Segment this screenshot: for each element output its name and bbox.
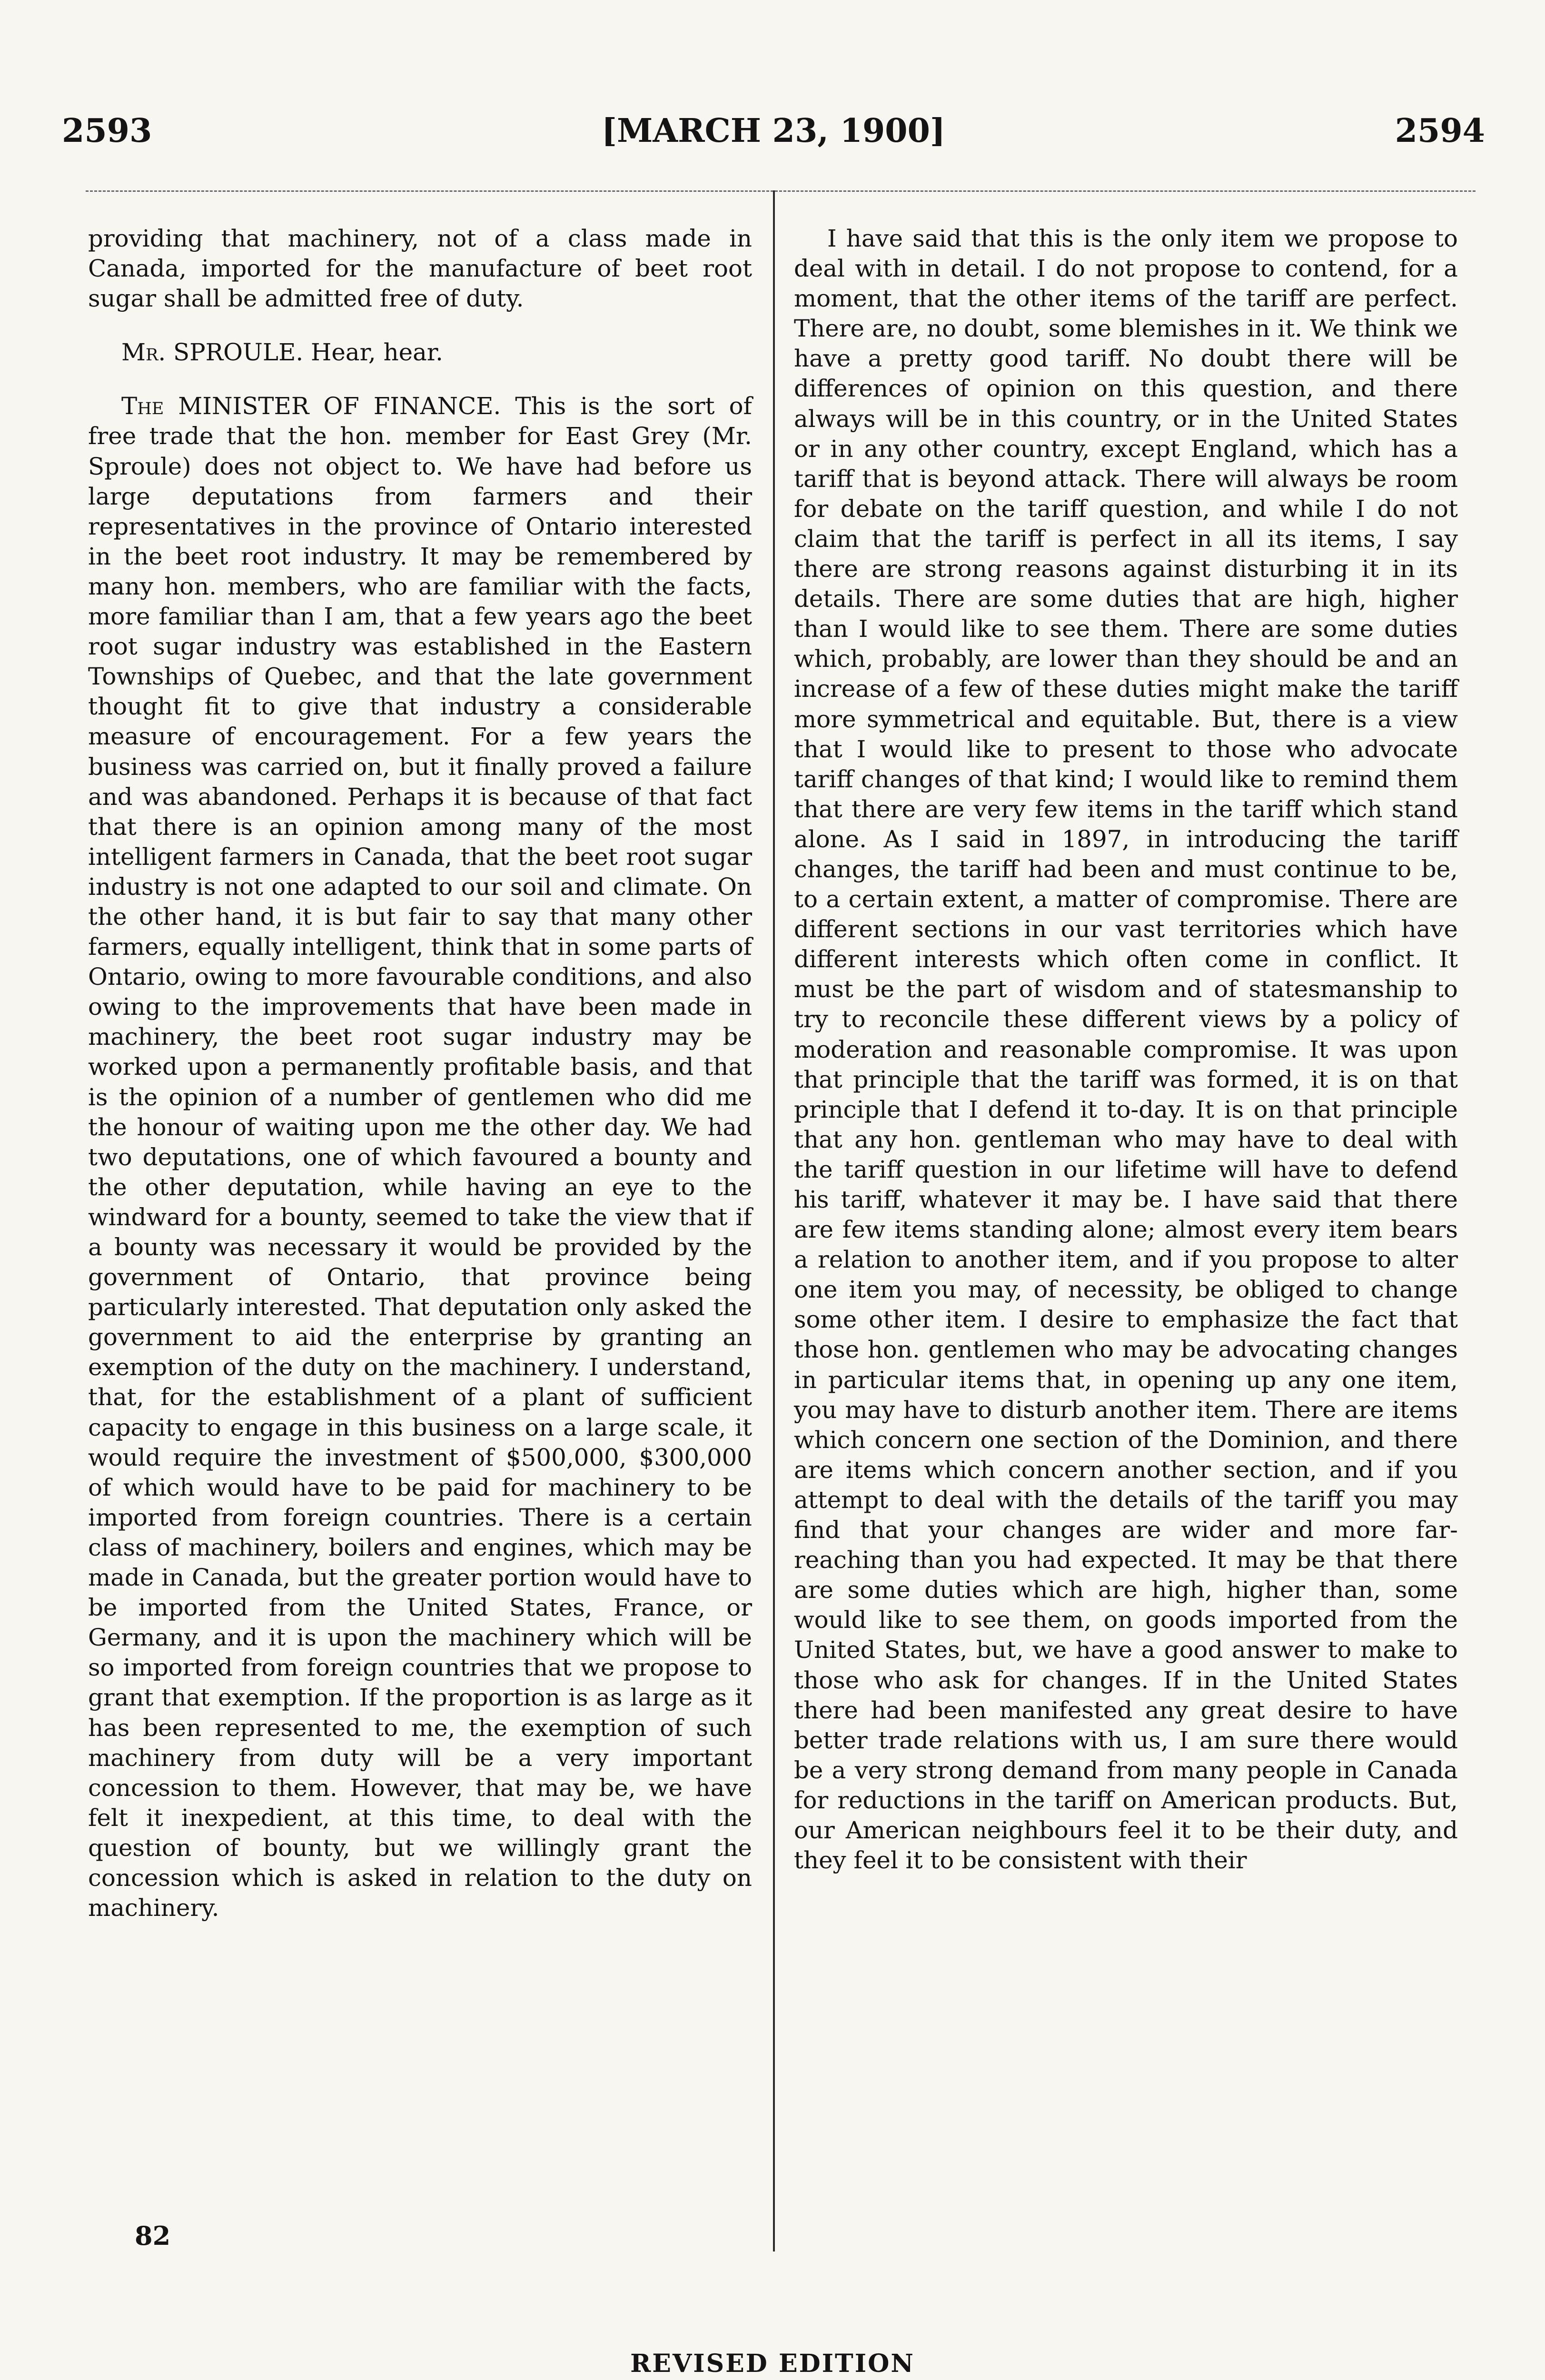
paragraph: I have said that this is the only item we propose to deal with in detail. I do not propose to contend, for a moment, that the other items of the tariff are perfect. There are, no doubt, some blemishes in it. We think we have a pretty good tariff. No doubt there will be differences of opinion on this question, and there always will be in this country, or in the United States or in any other country, except England, which has a tariff that is beyond attack. There will always be room for debate on the tariff question, and while I do not claim that the tariff is perfect in all its items, I say there are strong reasons against disturbing it in its details. There are some duties that are high, higher than I would like to see them. There are some duties which, probably, are lower than they should be and an increase of a few of these duties might make the tariff more symmetrical and equitable. But, there is a view that I would like to present to those who advocate tariff changes of that kind; I would like to remind them that there are very few items in the tariff which stand alone. As I said in 1897, in introducing the tariff changes, the tariff had been and must continue to be, to a certain extent, a matter of compromise. There are different sections in our vast territories which have different interests which often come in conflict. It must be the part of wisdom and of statesmanship to try to reconcile these different views by a policy of moderation and reasonable compromise. It was upon that principle that the tariff was formed, it is on that principle that I defend it to-day. It is on that principle that any hon. gentleman who may have to deal with the tariff question in our lifetime will have to defend his tariff, whatever it may be. I have said that there are few items standing alone; almost every item bears a relation to another item, and if you propose to alter one item you may, of necessity, be obliged to change some other item. I desire to emphasize the fact that those hon. gentlemen who may be advocating changes in particular items that, in opening up any one item, you may have to disturb another item. There are items which concern one section of the Dominion, and there are items which concern another section, and if you attempt to deal with the details of the tariff you may find that your changes are wider and more far-reaching than you had expected. It may be that there are some duties which are high, higher than, some would like to see them, on goods imported from the United States, but, we have a good answer to make to those who ask for changes. If in the United States there had been manifested any great desire to have better trade relations with us, I am sure there would be a very strong demand from many people in Canada for reductions in the tariff on American products. But, our American neighbours feel it to be their duty, and they feel it to be consistent with their: [794, 225, 1458, 1874]
page-header: [62, 112, 1485, 159]
header-rule: [86, 190, 1476, 192]
speech-text: This is the sort of free trade that the hon. member for East Grey (Mr. Sproule) does not object to. We have had before us large deputations from farmers and their representatives in the province of Ontario interested in the beet root industry. It may be remembered by many hon. members, who are familiar with the facts, more familiar than I am, that a few years ago the beet root sugar industry was established in the Eastern Townships of Quebec, and that the late government thought fit to give that industry a considerable measure of encouragement. For a few years the business was carried on, but it finally proved a failure and was abandoned. Perhaps it is because of that fact that there is an opinion among many of the most intelligent farmers in Canada, that the beet root sugar industry is not one adapted to our soil and climate. On the other hand, it is but fair to say that many other farmers, equally intelligent, think that in some parts of Ontario, owing to more favourable conditions, and also owing to the improvements that have been made in machinery, the beet root sugar industry may be worked upon a permanently profitable basis, and that is the opinion of a number of gentlemen who did me the honour of waiting upon me the other day. We had two deputations, one of which favoured a bounty and the other deputation, while having an eye to the windward for a bounty, seemed to take the view that if a bounty was necessary it would be provided by the government of Ontario, that province being particularly interested. That deputation only asked the government to aid the enterprise by granting an exemption of the duty on the machinery. I understand, that, for the establishment of a plant of sufficient capacity to engage in this business on a large scale, it would require the investment of $500,000, $300,000 of which would have to be paid for machinery to be imported from foreign countries. There is a certain class of machinery, boilers and engines, which may be made in Canada, but the greater portion would have to be imported from the United States, France, or Germany, and it is upon the machinery which will be so imported from foreign countries that we propose to grant that exemption. If the proportion is as large as it has been represented to me, the exemption of such machinery from duty will be a very important concession to them. However, that may be, we have felt it inexpedient, at this time, to deal with the question of bounty, but we willingly grant the concession which is asked in relation to the duty on machinery.: [88, 392, 752, 1922]
footer-edition: REVISED EDITION: [630, 2349, 915, 2378]
speaker-name: Mr. SPROULE.: [121, 338, 304, 367]
page-number-right: 2594: [1395, 112, 1485, 150]
page-number-left: 2593: [62, 112, 152, 150]
right-column: [794, 224, 1458, 1875]
folio-number: 82: [135, 2221, 171, 2251]
speech-text: Hear, hear.: [311, 338, 443, 367]
column-divider: [773, 190, 775, 2251]
speaker-name: The MINISTER OF FINANCE.: [121, 392, 501, 420]
paragraph: providing that machinery, not of a class made in Canada, imported for the manufacture of beet root sugar shall be admitted free of duty.: [88, 225, 752, 313]
paragraph: [88, 337, 752, 367]
paragraph: [88, 391, 752, 1923]
header-date: [MARCH 23, 1900]: [601, 112, 946, 150]
left-column: [88, 224, 752, 1923]
